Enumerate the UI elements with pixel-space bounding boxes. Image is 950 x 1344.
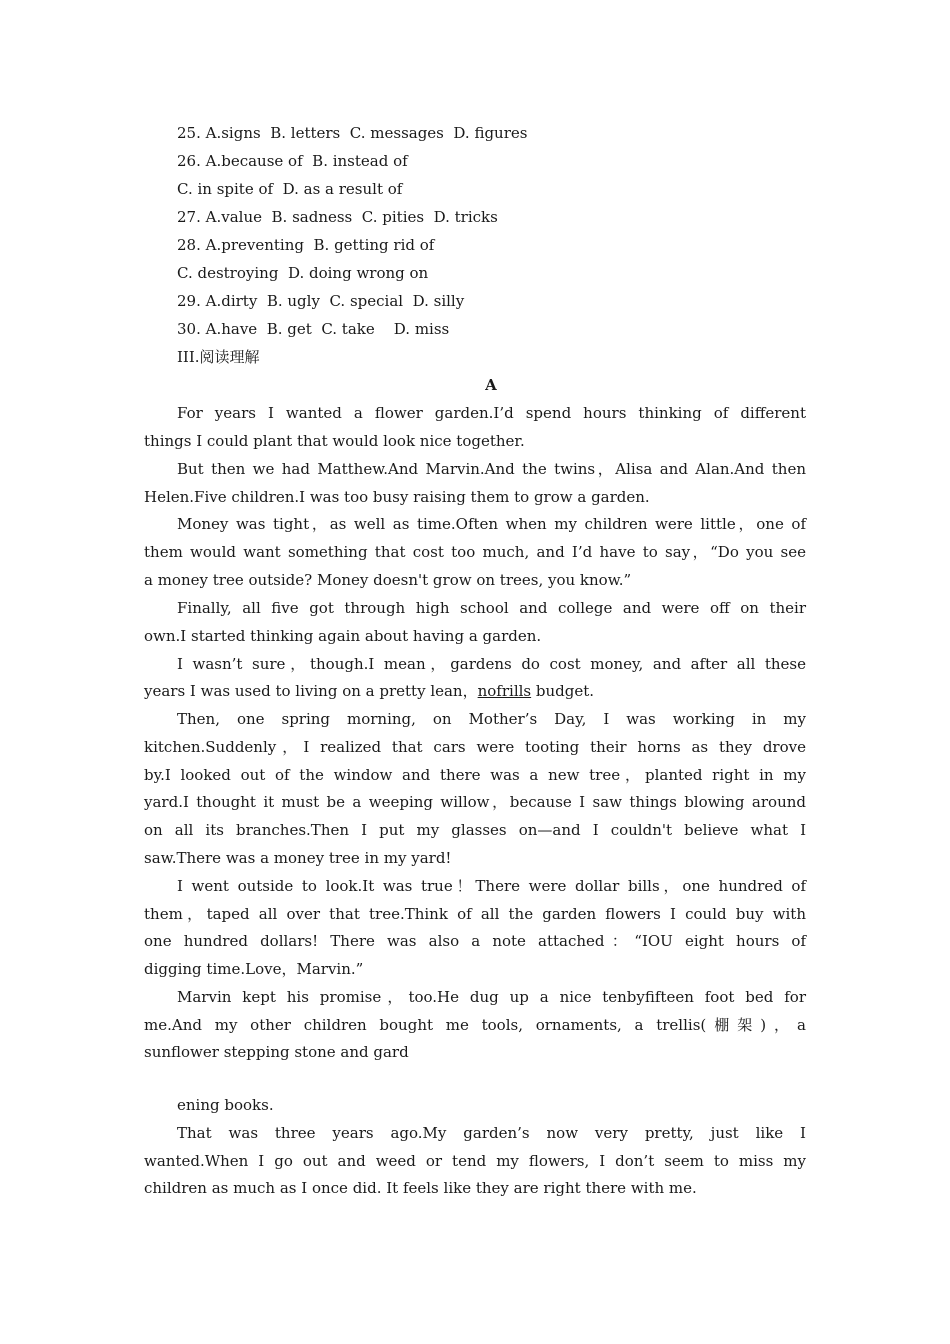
option-line-28-cont: C. destroying D. doing wrong on [177, 264, 429, 282]
text-line: Then, one spring morning, on Mother’s Day, I was working in my [177, 710, 806, 728]
text-line: I went outside to look.It was true！There were dollar bills，one hundred of [177, 877, 806, 895]
section-heading: III.阅读理解 [177, 348, 260, 366]
text-line: digging time.Love，Marvin.” [144, 960, 364, 978]
underlined-word: nofrills [477, 682, 532, 700]
text-line: children as much as I once did. It feels like they are right there with me. [144, 1179, 697, 1197]
text-line: one hundred dollars! There was also a note attached：“IOU eight hours of [144, 932, 806, 950]
text-line: a money tree outside? Money doesn't grow on trees, you know.” [144, 571, 632, 589]
text-line: That was three years ago.My garden’s now very pretty, just like I [177, 1124, 806, 1142]
option-line-25: 25. A.signs B. letters C. messages D. figures [177, 124, 528, 142]
option-line-29: 29. A.dirty B. ugly C. special D. silly [177, 292, 465, 310]
text-line: I wasn’t sure，though.I mean，gardens do cost money, and after all these [177, 655, 806, 673]
option-line-27: 27. A.value B. sadness C. pities D. tricks [177, 208, 498, 226]
text-segment: years I was used to living on a pretty lean， [144, 682, 478, 700]
text-line: saw.There was a money tree in my yard! [144, 849, 452, 867]
text-line: sunflower stepping stone and gard [144, 1043, 409, 1061]
passage-label: A [485, 376, 497, 394]
option-line-30: 30. A.have B. get C. take D. miss [177, 320, 450, 338]
text-line [144, 681, 806, 701]
text-line: kitchen.Suddenly，I realized that cars were tooting their horns as they drove [144, 738, 806, 756]
text-line: them would want something that cost too much, and I’d have to say，“Do you see [144, 543, 806, 561]
text-line: on all its branches.Then I put my glasses on—and I couldn't believe what I [144, 821, 806, 839]
text-line: them，taped all over that tree.Think of all the garden flowers I could buy with [144, 905, 806, 923]
text-line: Marvin kept his promise，too.He dug up a nice tenbyfifteen foot bed for [177, 988, 806, 1006]
option-line-26: 26. A.because of B. instead of [177, 152, 408, 170]
text-line: Money was tight，as well as time.Often when my children were little，one of [177, 515, 806, 533]
text-line: own.I started thinking again about having a garden. [144, 627, 542, 645]
option-line-26-cont: C. in spite of D. as a result of [177, 180, 403, 198]
text-line: things I could plant that would look nice together. [144, 432, 525, 450]
text-line: Finally, all five got through high school and college and were off on their [177, 599, 806, 617]
text-segment: budget. [531, 682, 595, 700]
text-line: ening books. [177, 1096, 274, 1114]
text-line: me.And my other children bought me tools, ornaments, a trellis(棚架)，a [144, 1016, 806, 1034]
text-line: But then we had Matthew.And Marvin.And the twins，Alisa and Alan.And then [177, 460, 806, 478]
text-line: wanted.When I go out and weed or tend my flowers, I don’t seem to miss my [144, 1152, 806, 1170]
text-line: For years I wanted a flower garden.I’d spend hours thinking of different [177, 404, 806, 422]
text-line: yard.I thought it must be a weeping willow，because I saw things blowing around [144, 793, 806, 811]
text-line: Helen.Five children.I was too busy raising them to grow a garden. [144, 488, 650, 506]
text-line: by.I looked out of the window and there was a new tree，planted right in my [144, 766, 806, 784]
option-line-28: 28. A.preventing B. getting rid of [177, 236, 435, 254]
